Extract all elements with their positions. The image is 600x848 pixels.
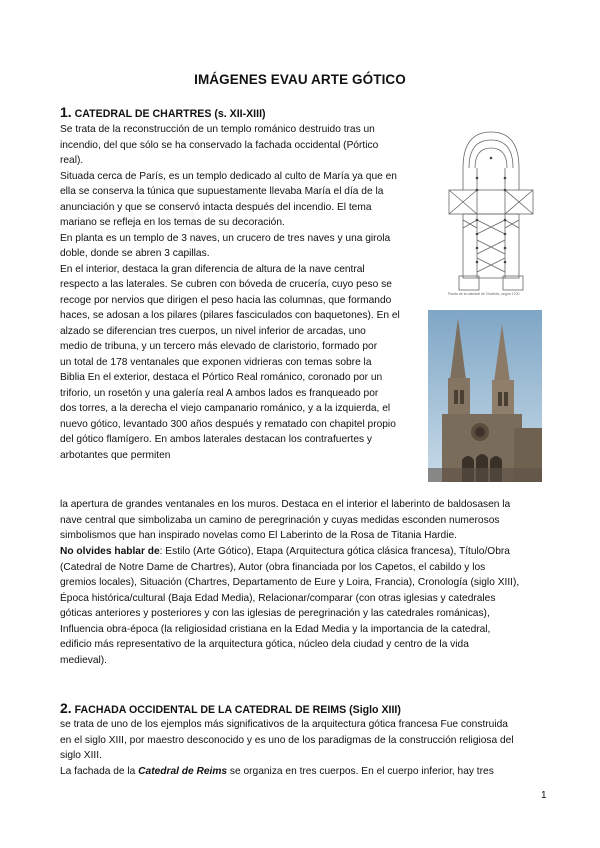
hint-line: medieval).: [60, 654, 107, 666]
section-2-number: 2.: [60, 700, 72, 716]
section-1-wide-line: nave central que simbolizaba un camino de peregrinación y cuyas medidas esconden numerosos: [60, 514, 500, 526]
hint-line: edificio más representativo de la arquitectura gótica, núcleo dela ciudad y centro de la vida: [60, 639, 469, 650]
reims-title: Catedral de Reims: [138, 765, 228, 777]
hint-line: (Catedral de Notre Dame de Chartres), Autor (obra financiada por los Capetos, el cabildo y los: [60, 561, 486, 573]
section-1-body-wide: [60, 497, 546, 544]
section-2-line: en el siglo XIII, por maestro desconocido y es uno de los paradigmas de la construcción religiosa del: [60, 734, 514, 746]
plan-caption: Planta de la catedral de Chartres, según 1700: [448, 292, 520, 296]
section-2-line-end: se organiza en tres cuerpos. En el cuerpo inferior, hay tres: [227, 765, 494, 777]
section-1-narrow-line: real).: [60, 155, 84, 166]
page-title: IMÁGENES EVAU ARTE GÓTICO: [194, 72, 406, 87]
section-1-narrow-line: doble, donde se abren 3 capillas.: [60, 248, 210, 259]
section-1-narrow-line: Biblia En el exterior, destaca el Pórtico Real románico, coronado por un: [60, 372, 383, 383]
hint-line: Influencia obra-época (la religiosidad cristiana en la Edad Media y la importancia de la catedral,: [60, 623, 491, 635]
section-1-narrow-line: incendio, del que sólo se ha conservado la fachada occidental (Pórtico: [60, 139, 379, 151]
section-1-narrow-line: ella se conserva la túnica que supuestamente llevaba María el día de la: [60, 186, 384, 197]
section-1-narrow-line: arbotantes que permiten: [60, 449, 171, 461]
section-2-line-start: La fachada de la: [60, 765, 139, 777]
section-1-narrow-line: Situada cerca de París, es un templo dedicado al culto de María ya que en: [60, 170, 397, 182]
section-1-narrow-line: mariano se refleja en los temas de su decoración.: [60, 217, 285, 228]
hint-line: : Estilo (Arte Gótico), Etapa (Arquitectura gótica clásica francesa), Título/Obra: [159, 546, 510, 557]
section-1-narrow-line: triforio, un rosetón y una galería real A ambos lados es franqueado por: [60, 387, 379, 399]
section-1-narrow-line: medio de tribuna, y un tercero más elevado de claristorio, formado por: [60, 341, 378, 352]
section-1-narrow-line: respecto a las laterales. Se cubren con bóveda de crucería, cuyo peso se: [60, 279, 392, 290]
section-1-narrow-line: haces, se adosan a los pilares (pilares fasciculados con baquetones). En el: [60, 310, 400, 321]
section-2-line: se trata de uno de los ejemplos más significativos de la arquitectura gótica francesa Fue construida: [60, 719, 508, 730]
section-1-narrow-line: alzado se diferencian tres cuerpos, un nivel inferior de arcadas, uno: [60, 325, 366, 337]
hint-label: No olvides hablar de: [60, 546, 160, 557]
section-1-wide-line: la apertura de grandes ventanales en los muros. Destaca en el interior el laberinto de baldosasen la: [60, 499, 511, 510]
section-1-narrow-line: recoge por nervios que dirigen el peso hacia las columnas, que formando: [60, 294, 392, 306]
section-1-hints: [60, 544, 546, 668]
section-1-narrow-line: En el interior, destaca la gran diferencia de altura de la nave central: [60, 263, 365, 275]
section-1-narrow-line: anunciación y que se conservó intacta después del incendio. El tema: [60, 201, 372, 213]
section-1-narrow-line: En planta es un templo de 3 naves, un crucero de tres naves y una girola: [60, 232, 391, 244]
section-1-heading: [60, 104, 266, 120]
section-1-wide-line: simbolismos que han inspirado novelas como El Laberinto de la Rosa de Titania Hardie.: [60, 530, 457, 541]
section-1-narrow-line: Se trata de la reconstrucción de un templo románico destruido tras un: [60, 124, 375, 135]
section-1-body-narrow: [60, 122, 420, 463]
section-2-title: FACHADA OCCIDENTAL DE LA CATEDRAL DE REIMS (Siglo XIII): [74, 704, 401, 716]
section-1-title: CATEDRAL DE CHARTRES (s. XII-XIII): [74, 108, 266, 120]
section-1-narrow-line: nuevo gótico, levantado 300 años después y rematado con chapitel propio: [60, 418, 396, 430]
section-2-heading: [60, 700, 401, 716]
section-1-narrow-line: del gótico flamígero. En ambos laterales destacan los contrafuertes y: [60, 434, 373, 445]
section-2-body: [60, 717, 546, 779]
hint-line: góticas anteriores y posteriores y con las iglesias de peregrinación y las catedrales románicas),: [60, 608, 490, 619]
chartres-facade-photo: [428, 310, 542, 482]
hint-line: Época histórica/cultural (Baja Edad Media), Relacionar/comparar (con otras iglesias y catedrales: [60, 592, 496, 604]
section-1-narrow-line: dos torres, a la derecha el viejo campanario románico, y a la izquierda, el: [60, 403, 391, 414]
section-2-line: siglo XIII.: [60, 750, 102, 761]
section-1-number: 1.: [60, 104, 72, 120]
section-1-narrow-line: un total de 178 ventanales que exponen vidrieras con temas sobre la: [60, 356, 372, 368]
hint-line: gremios locales), Situación (Chartres, Departamento de Eure y Loira, Francia), Cronología (siglo XIII),: [60, 577, 520, 588]
page-number: 1: [541, 790, 547, 801]
chartres-floor-plan-image: [445, 128, 537, 296]
